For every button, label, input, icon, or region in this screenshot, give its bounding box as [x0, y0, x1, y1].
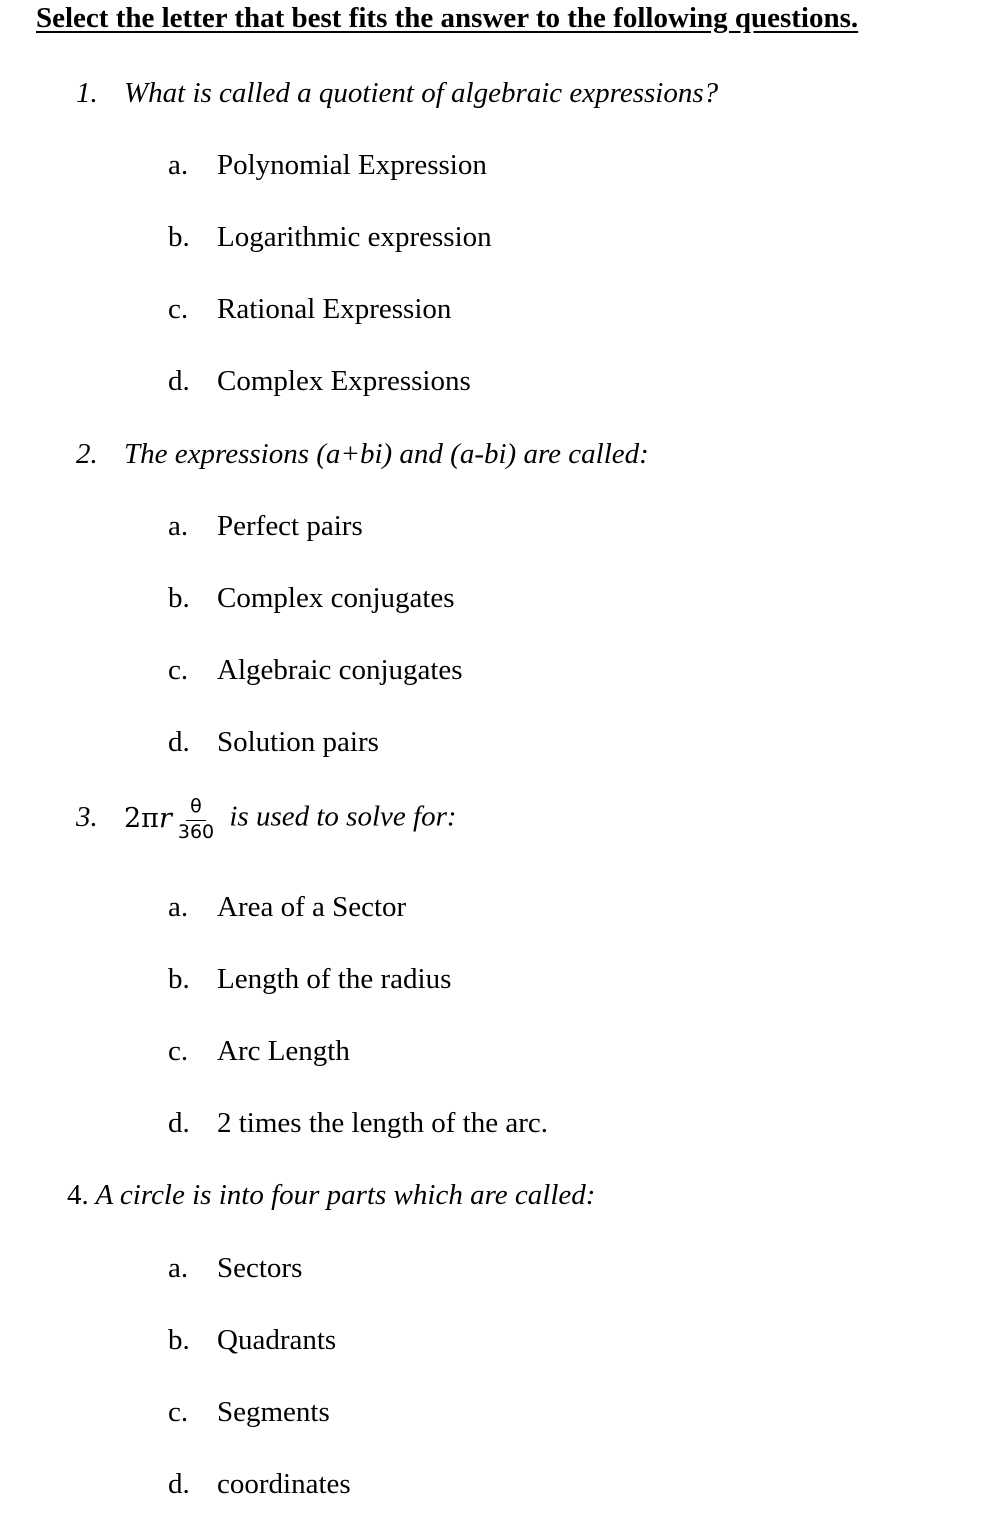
formula-variable: r [158, 803, 172, 835]
option-letter: c. [168, 1396, 189, 1428]
option-letter: d. [168, 365, 190, 397]
q2-option-c [168, 654, 463, 687]
option-letter: a. [168, 510, 189, 542]
q1-option-c [168, 293, 451, 326]
question-number: 3. [76, 800, 98, 833]
option-text: Area of a Sector [217, 891, 407, 923]
question-1 [76, 77, 718, 110]
arc-length-formula [124, 796, 222, 842]
option-text: Length of the radius [217, 963, 452, 995]
option-text: Complex Expressions [217, 365, 471, 397]
option-letter: a. [168, 1252, 189, 1284]
option-text: Complex conjugates [217, 582, 455, 614]
q2-option-d [168, 726, 379, 759]
fraction-denominator: 360 [177, 820, 215, 843]
formula-prefix: 2π [124, 803, 159, 835]
q3-option-b [168, 963, 451, 996]
option-text: Sectors [217, 1252, 303, 1284]
question-3 [76, 796, 457, 842]
option-letter: d. [168, 726, 190, 758]
option-text: Perfect pairs [217, 510, 363, 542]
option-letter: c. [168, 654, 189, 686]
option-letter: b. [168, 963, 190, 995]
option-letter: b. [168, 221, 190, 253]
option-text: Logarithmic expression [217, 221, 492, 253]
option-letter: d. [168, 1107, 190, 1139]
option-text: Solution pairs [217, 726, 379, 758]
option-text: Segments [217, 1396, 330, 1428]
option-letter: b. [168, 1324, 190, 1356]
option-letter: b. [168, 582, 190, 614]
question-text: The expressions (a+bi) and (a-bi) are called: [124, 438, 649, 470]
question-text: A circle is into four parts which are called: [95, 1179, 596, 1211]
option-text: Polynomial Expression [217, 149, 487, 181]
option-letter: a. [168, 891, 189, 923]
q1-option-b [168, 221, 492, 254]
q4-option-b [168, 1324, 336, 1357]
instructions-heading: Select the letter that best fits the answer to the following questions. [36, 2, 859, 34]
option-text: Arc Length [217, 1035, 350, 1067]
q2-option-a [168, 510, 363, 543]
option-letter: c. [168, 293, 189, 325]
q4-option-c [168, 1396, 330, 1429]
option-letter: d. [168, 1468, 190, 1500]
question-2 [76, 438, 649, 471]
option-text: coordinates [217, 1468, 351, 1500]
option-text: Algebraic conjugates [217, 654, 463, 686]
option-text: 2 times the length of the arc. [217, 1107, 548, 1139]
q4-option-d [168, 1468, 351, 1501]
q3-option-a [168, 891, 406, 924]
question-text: What is called a quotient of algebraic expressions? [124, 77, 719, 109]
q1-option-a [168, 149, 487, 182]
question-text: is used to solve for: [229, 800, 457, 833]
option-text: Rational Expression [217, 293, 452, 325]
q3-option-c [168, 1035, 350, 1068]
fraction-numerator: θ [186, 797, 206, 821]
q2-option-b [168, 582, 455, 615]
question-4 [67, 1179, 595, 1212]
question-number: 1. [76, 77, 98, 109]
question-number: 4. [67, 1179, 89, 1211]
q1-option-d [168, 365, 471, 398]
q3-option-d [168, 1107, 548, 1140]
option-letter: a. [168, 149, 189, 181]
question-number: 2. [76, 438, 98, 470]
option-text: Quadrants [217, 1324, 337, 1356]
formula-fraction [174, 797, 218, 843]
option-letter: c. [168, 1035, 189, 1067]
q4-option-a [168, 1252, 302, 1285]
